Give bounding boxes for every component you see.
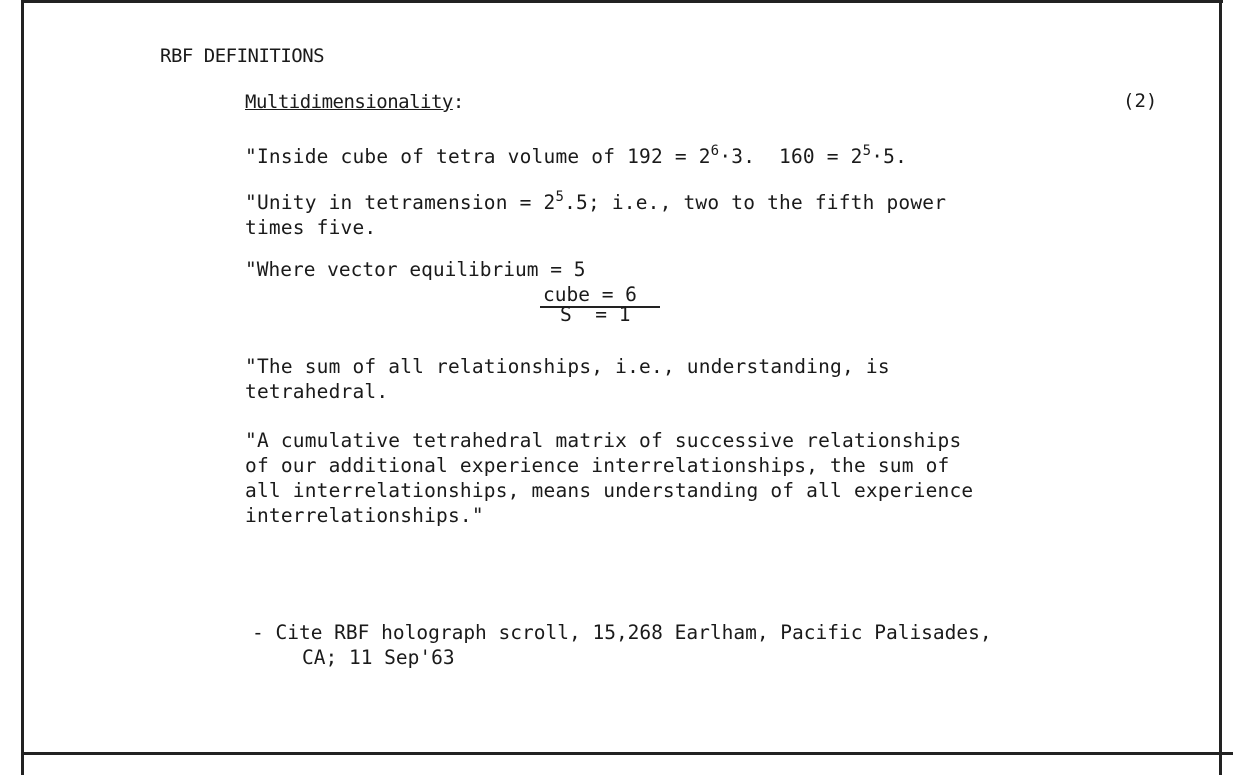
quote-text: "A cumulative tetrahedral matrix of successive relationships (245, 429, 962, 452)
quote-understanding (245, 354, 890, 404)
definition-term (245, 91, 464, 113)
card-title: RBF DEFINITIONS (160, 45, 325, 67)
equation-line: cube = 6 (543, 283, 637, 306)
citation (252, 620, 992, 670)
exponent: 5 (862, 143, 872, 159)
quote-text: "Unity in tetramension = 2 (245, 191, 556, 214)
quote-text: "The sum of all relationships, i.e., understanding, is (245, 355, 890, 378)
quote-text: .5; i.e., two to the fifth power (564, 191, 947, 214)
quote-text: of our additional experience interrelationships, the sum of (245, 454, 950, 477)
card-border-right (1219, 0, 1222, 775)
citation-text: CA; 11 Sep'63 (302, 646, 455, 669)
quote-text: all interrelationships, means understanding of all experience (245, 479, 974, 502)
exponent: 6 (710, 143, 720, 159)
quote-cube-volume (245, 139, 907, 169)
equation-line: S = 1 (560, 303, 631, 326)
quote-text: ·3. 160 = 2 (719, 145, 863, 168)
exponent: 5 (555, 189, 565, 205)
card-number: (2) (1123, 90, 1158, 112)
quote-text: ·5. (871, 145, 908, 168)
card-border-left (21, 0, 24, 775)
card-border-top (22, 0, 1223, 3)
quote-text: "Inside cube of tetra volume of 192 = 2 (245, 145, 711, 168)
quote-text: interrelationships." (245, 504, 484, 527)
term-text: Multidimensionality (245, 91, 453, 113)
quote-unity (245, 185, 946, 240)
quote-text: tetrahedral. (245, 380, 389, 403)
quote-tetrahedral-matrix (245, 428, 973, 528)
equation-line: "Where vector equilibrium = 5 (245, 258, 586, 281)
quote-text: times five. (245, 216, 377, 239)
term-colon: : (452, 91, 464, 113)
citation-text: - Cite RBF holograph scroll, 15,268 Earlham, Pacific Palisades, (252, 621, 992, 644)
card-border-bottom (22, 752, 1233, 755)
